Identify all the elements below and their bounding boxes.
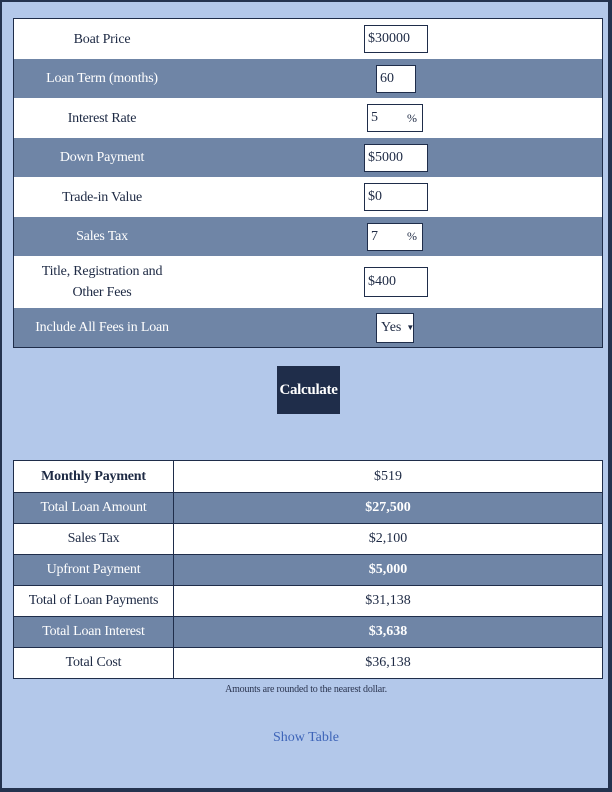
total-cost-label: Total Cost — [14, 648, 174, 678]
total-interest-label: Total Loan Interest — [14, 617, 174, 647]
down-payment-input[interactable] — [364, 144, 428, 172]
form-row-interest-rate — [14, 98, 602, 138]
form-row-loan-term — [14, 59, 602, 98]
show-table-link[interactable]: Show Table — [272, 730, 340, 745]
caret-down-icon: ▼ — [406, 323, 415, 332]
boat-price-label: Boat Price — [73, 31, 131, 47]
boat-price-value: $30000 — [368, 31, 410, 46]
interest-rate-input[interactable] — [367, 104, 423, 132]
fees-label: Title, Registration and Other Fees — [41, 264, 163, 300]
down-payment-label: Down Payment — [59, 150, 145, 165]
form-row-boat-price — [14, 19, 602, 59]
result-row-total-interest — [14, 616, 602, 647]
sales-tax-percent: % — [407, 229, 417, 243]
form-row-sales-tax — [14, 217, 602, 256]
result-row-upfront-payment — [14, 554, 602, 585]
loan-term-label: Loan Term (months) — [46, 71, 158, 86]
include-fees-select[interactable] — [376, 313, 414, 343]
form-row-fees — [14, 256, 602, 308]
result-row-total-cost — [14, 647, 602, 678]
interest-rate-percent: % — [407, 110, 417, 125]
upfront-payment-label: Upfront Payment — [14, 555, 174, 585]
trade-in-value: $0 — [368, 189, 382, 204]
monthly-payment-value: $519 — [374, 468, 402, 484]
rounding-note: Amounts are rounded to the nearest dollar. — [225, 684, 387, 695]
trade-in-label: Trade-in Value — [61, 189, 143, 205]
total-cost-value: $36,138 — [365, 655, 411, 670]
interest-rate-label: Interest Rate — [67, 110, 137, 126]
result-sales-tax-label: Sales Tax — [14, 524, 174, 554]
include-fees-label: Include All Fees in Loan — [35, 320, 169, 335]
loan-term-value: 60 — [380, 70, 394, 86]
form-row-trade-in — [14, 177, 602, 217]
total-payments-label: Total of Loan Payments — [14, 586, 174, 616]
down-payment-value: $5000 — [368, 149, 403, 165]
form-row-include-fees — [14, 308, 602, 347]
fees-input[interactable] — [364, 267, 428, 297]
boat-price-input[interactable] — [364, 25, 428, 53]
trade-in-input[interactable] — [364, 183, 428, 211]
calculate-button[interactable]: Calculate — [277, 366, 340, 414]
total-payments-value: $31,138 — [365, 593, 411, 608]
total-loan-amount-label: Total Loan Amount — [14, 493, 174, 523]
monthly-payment-label: Monthly Payment — [14, 461, 174, 492]
form-row-down-payment — [14, 138, 602, 177]
sales-tax-value: 7 — [371, 228, 378, 244]
sales-tax-label: Sales Tax — [76, 229, 128, 244]
interest-rate-value: 5 — [371, 110, 378, 125]
result-row-total-payments — [14, 585, 602, 616]
fees-value: $400 — [368, 274, 396, 289]
result-row-sales-tax — [14, 523, 602, 554]
result-row-monthly-payment — [14, 461, 602, 492]
loan-term-input[interactable] — [376, 65, 416, 93]
result-sales-tax-value: $2,100 — [368, 531, 408, 546]
sales-tax-input[interactable] — [367, 223, 423, 251]
result-row-total-loan-amount — [14, 492, 602, 523]
upfront-payment-value: $5,000 — [368, 562, 408, 577]
calculator-frame — [1, 1, 609, 789]
loan-input-form — [13, 18, 603, 348]
total-loan-amount-value: $27,500 — [365, 500, 411, 515]
include-fees-value: Yes — [381, 319, 402, 335]
total-interest-value: $3,638 — [368, 624, 408, 639]
results-table — [13, 460, 603, 679]
